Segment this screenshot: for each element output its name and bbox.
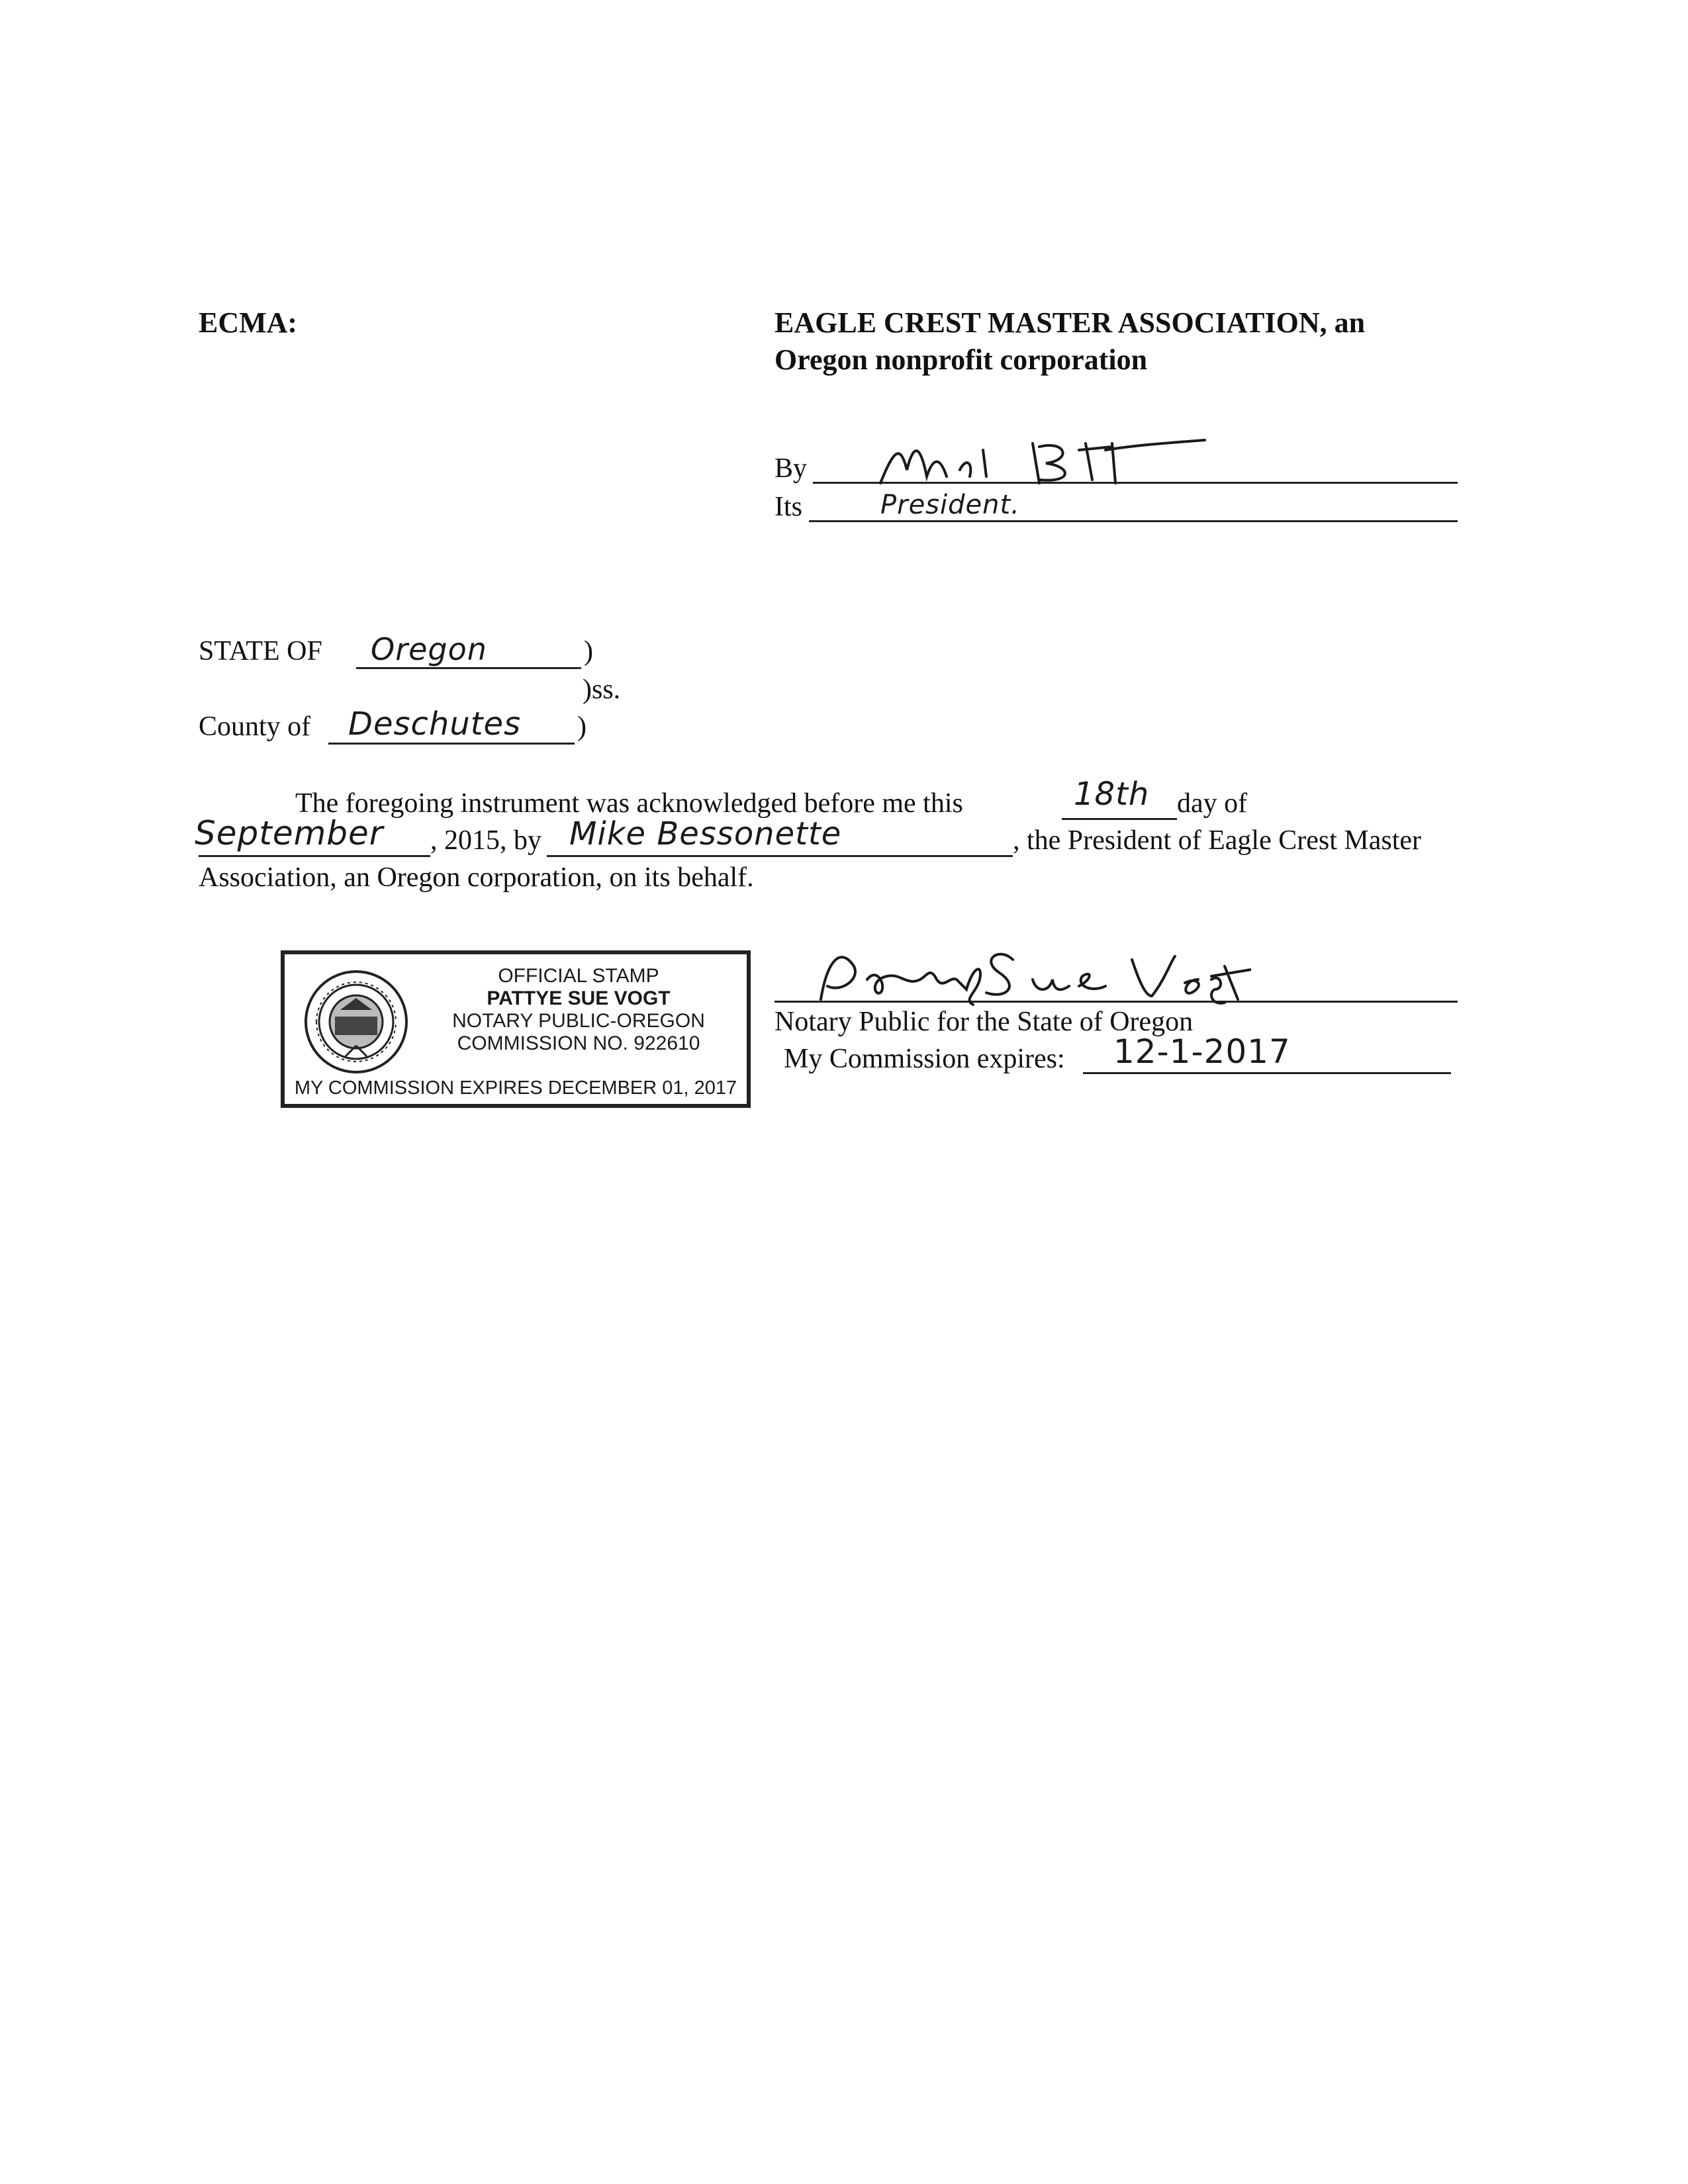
- ack-line3: Association, an Oregon corporation, on its behalf.: [199, 862, 754, 893]
- president-signature: [874, 430, 1218, 490]
- day-line: [1062, 818, 1177, 820]
- stamp-expiration: MY COMMISSION EXPIRES DECEMBER 01, 2017: [294, 1077, 737, 1099]
- stamp-notary-name: PATTYE SUE VOGT: [487, 987, 671, 1009]
- state-handwritten: Oregon: [371, 631, 487, 667]
- county-of-label: County of: [199, 711, 311, 742]
- commission-expires-line: [1083, 1072, 1451, 1074]
- its-title-handwritten: President.: [880, 490, 1020, 520]
- its-title-line: [809, 520, 1458, 522]
- month-handwritten: September: [195, 814, 384, 852]
- day-handwritten: 18th: [1074, 776, 1150, 813]
- state-seal-icon: [303, 969, 409, 1075]
- stamp-notary-public-line: NOTARY PUBLIC-OREGON: [452, 1010, 705, 1032]
- ack-line2-mid: , 2015, by: [430, 825, 541, 856]
- month-line: [199, 855, 430, 857]
- state-line: [356, 667, 581, 669]
- its-label: Its: [774, 492, 802, 522]
- by-label: By: [774, 453, 808, 484]
- county-line: [328, 743, 575, 745]
- ack-line1-prefix: The foregoing instrument was acknowledged before me this: [295, 788, 963, 819]
- commission-expires-handwritten: 12-1-2017: [1113, 1032, 1291, 1071]
- entity-name-line2: Oregon nonprofit corporation: [774, 343, 1148, 376]
- notary-stamp: [281, 950, 751, 1108]
- state-close-paren: ): [584, 636, 593, 666]
- state-of-label: STATE OF: [199, 636, 322, 666]
- name-handwritten: Mike Bessonette: [569, 815, 842, 852]
- county-close-paren: ): [577, 711, 586, 742]
- notary-title-line: Notary Public for the State of Oregon: [774, 1007, 1194, 1037]
- ack-line2-suffix: , the President of Eagle Crest Master: [1013, 825, 1421, 856]
- party-label: ECMA:: [199, 306, 298, 339]
- stamp-commission-number: COMMISSION NO. 922610: [457, 1032, 700, 1054]
- commission-expires-label: My Commission expires:: [784, 1044, 1065, 1074]
- stamp-official-line: OFFICIAL STAMP: [498, 965, 659, 987]
- name-line: [547, 855, 1013, 857]
- ack-line1-suffix: day of: [1177, 788, 1248, 819]
- county-handwritten: Deschutes: [348, 705, 522, 743]
- entity-name-line1: EAGLE CREST MASTER ASSOCIATION, an: [774, 306, 1366, 339]
- notary-signature: [814, 940, 1251, 1006]
- ss-label: )ss.: [583, 674, 621, 705]
